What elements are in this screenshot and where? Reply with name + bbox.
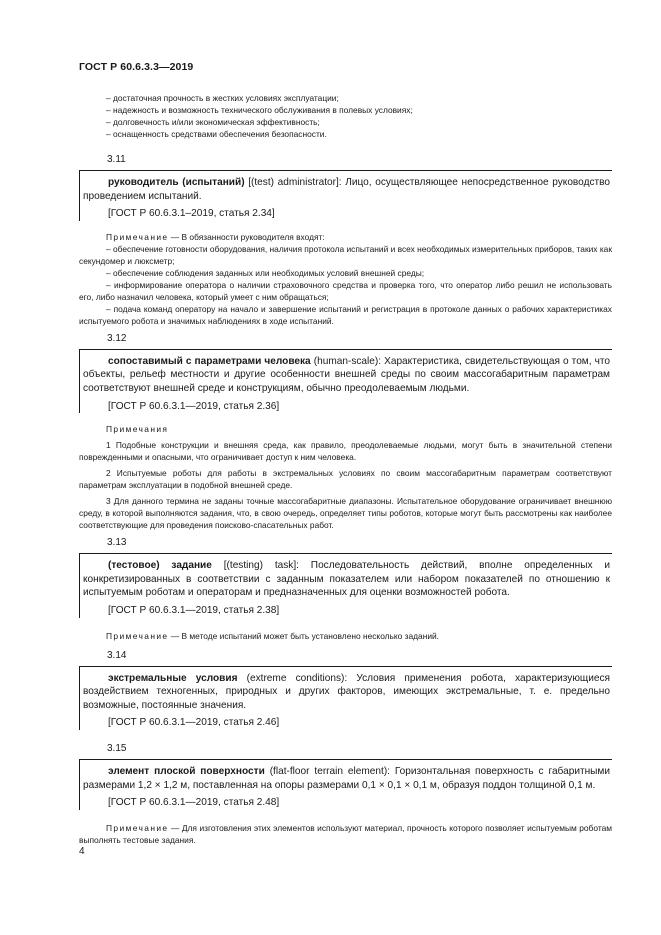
note-item: – обеспечение готовности оборудования, наличия протокола испытаний и всех необходимых измерительных приборов, таких как секундомер и люксметр; (79, 243, 612, 266)
term-box-3-12 (79, 349, 612, 413)
term-name: элемент плоской поверхности (108, 765, 265, 777)
term-reference: [ГОСТ Р 60.6.3.1—2019, статья 2.46] (108, 717, 280, 729)
note-label: Примечание (106, 822, 169, 833)
term-reference: [ГОСТ Р 60.6.3.1—2019, статья 2.38] (108, 604, 280, 616)
list-item: – достаточная прочность в жестких условиях эксплуатации; (79, 92, 612, 104)
list-item: – надежность и возможность технического обслуживания в полевых условиях; (79, 104, 612, 116)
term-definition: сопоставимый с параметрами человека (human-scale): Характеристика, свидетельствующая о том, что объекты, рельеф местности и другие особенности внешней среды по своим массогабаритным параметрам соответствуют внешней среде и конструкциям, обычно преодолеваемым людьми. (83, 355, 610, 394)
note-item: – обеспечение соблюдения заданных или необходимых условий внешней среды; (106, 267, 425, 278)
note-item: 3 Для данного термина не заданы точные массогабаритные диапазоны. Испытательное оборудование ограничивает внешнюю среду, в которой выполняются задания, что, в свою очередь, определяет типы роботов, которые могут быть рассмотрены как наиболее соответствующие для проведения поисково-спасательных работ. (79, 496, 612, 531)
list-item: – долговечность и/или экономическая эффективность; (79, 116, 612, 128)
note-item: 2 Испытуемые роботы для работы в экстремальных условиях по своим массогабаритным параметрам соответствуют параметрам эксплуатации в подобной внешней среде. (79, 468, 612, 491)
list-item: – оснащенность средствами обеспечения безопасности. (79, 128, 612, 140)
page-number: 4 (79, 846, 85, 857)
term-box-3-15 (79, 759, 612, 810)
term-name: руководитель (испытаний) (108, 177, 245, 188)
notes-label: Примечания (106, 424, 169, 435)
note-3-15: Примечание — Для изготовления этих элементов используют материал, прочность которого позволяет испытуемым роботам выполнять тестовые задания. (79, 822, 612, 845)
document-body (79, 92, 612, 846)
term-reference: [ГОСТ Р 60.6.3.1—2019, статья 2.36] (108, 400, 280, 412)
note-label: Примечание (106, 630, 169, 641)
section-number-3-13: 3.13 (107, 537, 127, 549)
term-box-3-11 (79, 170, 612, 221)
term-reference: [ГОСТ Р 60.6.3.1–2019, статья 2.34] (108, 208, 275, 220)
document-header: ГОСТ Р 60.6.3.3—2019 (79, 61, 194, 73)
term-definition: руководитель (испытаний) [(test) administrator]: Лицо, осуществляющее непосредственное руководство проведением испытаний. (83, 177, 610, 202)
term-box-3-14 (79, 666, 612, 730)
notes-3-12 (79, 423, 612, 531)
note-3-11: Примечание — В обязанности руководителя входят: – обеспечение готовности оборудования, наличия протокола испытаний и всех необходимых измерительных приборов, таких как секундомер и люксметр; – обеспечение соблюдения заданных или необходимых условий внешней среды; – информирование оператора о наличии страховочного средства и проверка того, что оператор либо решил не использовать его, либо назначил человека, который умеет с ним обращаться; – подача команд оператору на начало и завершение испытаний и регистрация в протоколе данных о рабочих характеристиках испытуемого робота и значимых наблюдениях в ходе испытаний. (79, 231, 612, 326)
note-label: Примечание (106, 231, 169, 242)
note-3-13: Примечание — В методе испытаний может быть установлено несколько заданий. (106, 630, 440, 641)
term-name: экстремальные условия (108, 672, 238, 684)
term-box-3-13 (79, 553, 612, 617)
term-name: (тестовое) задание (108, 560, 212, 572)
term-definition: экстремальные условия (extreme conditions): Условия применения робота, характеризующиеся воздействием техногенных, природных и других факторов, имеющих экстремальные, т. е. предельно возможные, постоянные значения. (83, 672, 610, 711)
term-definition: (тестовое) задание [(testing) task]: Последовательность действий, вполне определенных и конкретизированных в соответствии с заданным показателем или набором показателей по отношению к испытуемым роботам и операторам и предназначенных для оценки возможностей робота. (83, 560, 610, 599)
note-item: 1 Подобные конструкции и внешняя среда, как правило, преодолеваемые людьми, могут быть в значительной степени поврежденными и опасными, что ограничивает доступ к ним человека. (79, 440, 612, 463)
term-reference: [ГОСТ Р 60.6.3.1—2019, статья 2.48] (108, 797, 280, 809)
section-number-3-11: 3.11 (107, 154, 126, 165)
note-item: – информирование оператора о наличии страховочного средства и проверка того, что оператор либо решил не использовать его, либо назначил человека, который умеет с ним обращаться; (79, 279, 612, 302)
section-number-3-12: 3.12 (107, 332, 127, 344)
note-item: – подача команд оператору на начало и завершение испытаний и регистрация в протоколе данных о рабочих характеристиках испытуемого робота и значимых наблюдениях в ходе испытаний. (79, 303, 612, 326)
term-definition: элемент плоской поверхности (flat-floor terrain element): Горизонтальная поверхность с габаритными размерами 1,2 × 1,2 м, поставленная на опоры размерами 0,1 × 0,1 × 0,1 м, образуя поддон толщиной 0,1 м. (83, 765, 610, 791)
intro-list (79, 92, 612, 140)
term-name: сопоставимый с параметрами человека (108, 355, 311, 367)
section-number-3-14: 3.14 (107, 649, 127, 661)
section-number-3-15: 3.15 (107, 742, 127, 754)
